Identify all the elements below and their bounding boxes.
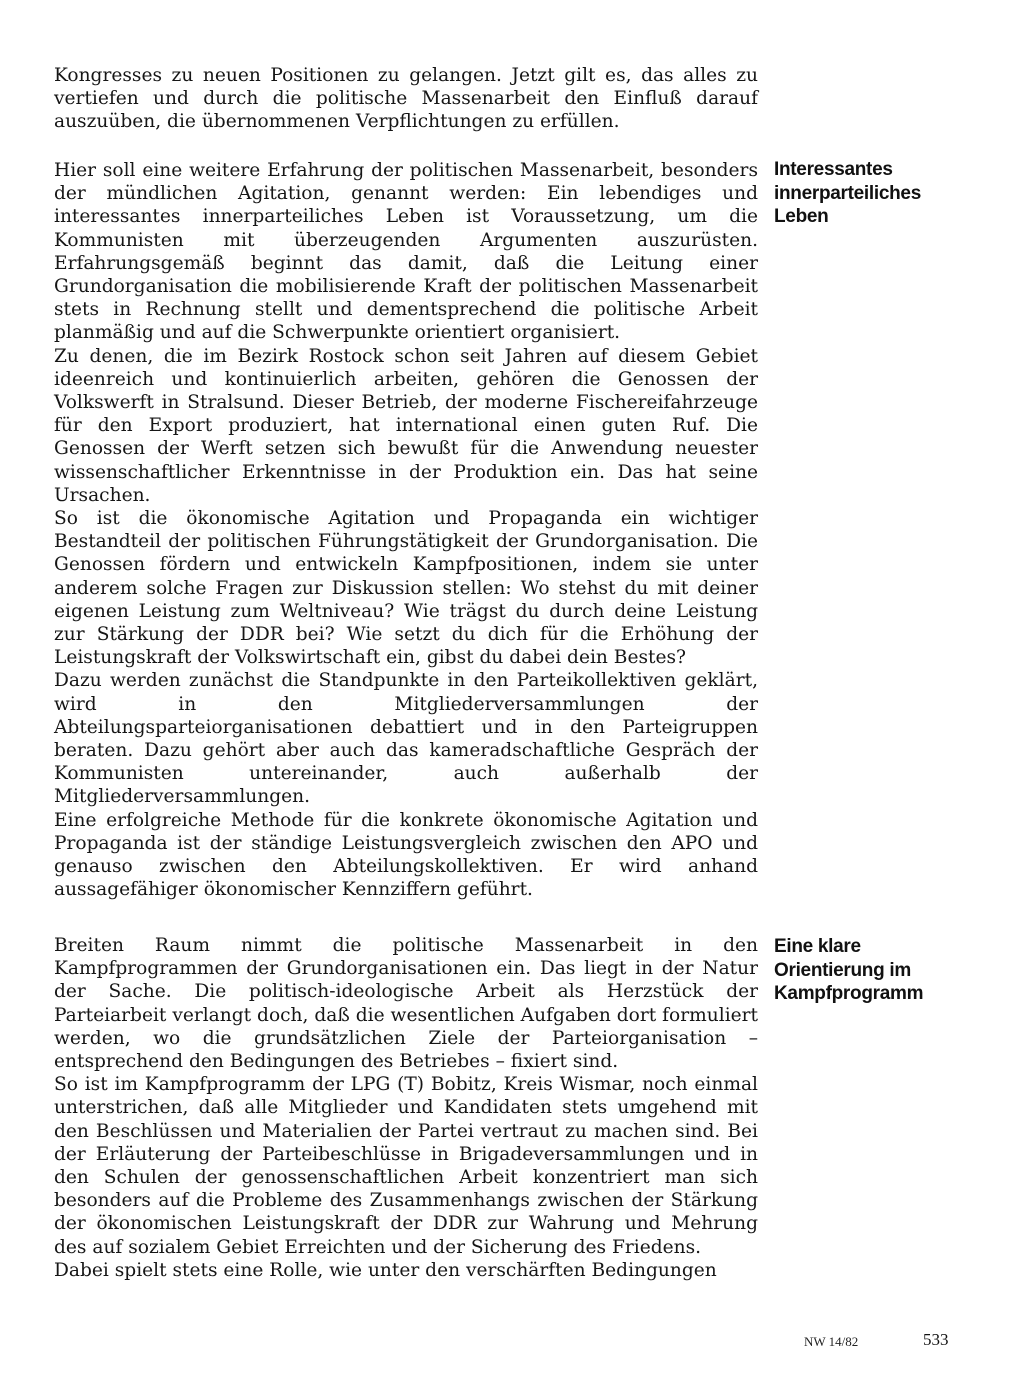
margin-heading-line: Leben <box>774 206 829 227</box>
margin-heading-kampfprogramm <box>774 935 974 1006</box>
paragraph: Eine erfolgreiche Methode für die konkrete ökonomische Agitation und Propaganda ist der ständige Leistungsvergleich zwischen den APO und genauso zwischen den Abteilungskollektiven. Er wird anhand aussagefähiger ökonomischer Kennziffern geführt. <box>54 809 758 901</box>
paragraph: Zu denen, die im Bezirk Rostock schon seit Jahren auf diesem Gebiet ideenreich und kontinuierlich arbeiten, gehören die Genossen der Volkswerft in Stralsund. Dieser Betrieb, der moderne Fischereifahrzeuge für den Export produziert, hat international einen guten Ruf. Die Genossen der Werft setzen sich bewußt für die Anwendung neuester wissenschaftlicher Erkenntnisse in der Produktion ein. Das hat seine Ursachen. <box>54 345 758 506</box>
margin-heading-line: innerparteiliches <box>774 182 921 204</box>
margin-heading-line: Eine klare <box>774 936 861 957</box>
paragraph: So ist im Kampfprogramm der LPG (T) Bobitz, Kreis Wismar, noch einmal unterstrichen, daß alle Mitglieder und Kandidaten stets umgehend mit den Beschlüssen und Materialien der Partei vertraut zu machen sind. Bei der Erläuterung der Parteibeschlüsse in Brigadeversammlungen und in den Schulen der genossenschaftlichen Arbeit konzentriert man sich besonders auf die Probleme des Zusammenhangs zwischen der Stärkung der ökonomischen Leistungskraft der DDR zur Wahrung und Mehrung des auf sozialem Gebiet Erreichten und der Sicherung des Friedens. <box>54 1074 758 1258</box>
text-block-innerparteiliches-leben <box>54 159 758 902</box>
page-number: 533 <box>923 1330 949 1349</box>
paragraph: So ist die ökonomische Agitation und Propaganda ein wichtiger Bestandteil der politischen Führungstätigkeit der Grundorganisation. Die Genossen fördern und entwickeln Kampfpositionen, indem sie unter anderem solche Fragen zur Diskussion stellen: Wo stehst du mit deiner eigenen Leistung zum Weltniveau? Wie trägst du durch deine Leistung zur Stärkung der DDR bei? Wie setzt du dich für die Erhöhung der Leistungskraft der Volkswirtschaft ein, gibst du dabei dein Bestes? <box>54 508 758 669</box>
margin-heading-line: Interessantes <box>774 159 893 180</box>
paragraph: Breiten Raum nimmt die politische Massenarbeit in den Kampfprogrammen der Grundorganisationen ein. Das liegt in der Natur der Sache. Die politisch-ideologische Arbeit als Herzstück der Parteiarbeit verlangt doch, daß die wesentlichen Aufgaben dort formuliert werden, wo die grundsätzlichen Ziele der Parteiorganisation – entsprechend den Bedingungen des Betriebes – fixiert sind. <box>54 935 758 1073</box>
paragraph: Dazu werden zunächst die Standpunkte in den Parteikollektiven geklärt, wird in den Mitgliederversammlungen der Abteilungsparteiorganisationen debattiert und in den Parteigruppen beraten. Dazu gehört aber auch das kameradschaftliche Gespräch der Kommunisten untereinander, auch außerhalb der Mitgliederversammlungen. <box>54 670 758 808</box>
issue-label: NW 14/82 <box>804 1334 859 1349</box>
paragraph: Dabei spielt stets eine Rolle, wie unter den verschärften Bedingungen <box>54 1259 717 1281</box>
paragraph: Kongresses zu neuen Positionen zu gelangen. Jetzt gilt es, das alles zu vertiefen und durch die politische Massenarbeit den Einfluß darauf auszuüben, die übernommenen Verpflichtungen zu erfüllen. <box>54 65 758 133</box>
text-block-kampfprogramm <box>54 934 758 1282</box>
text-block-intro <box>54 64 758 134</box>
margin-heading-line: Kampfprogramm <box>774 983 924 1004</box>
margin-heading-innerparteiliches-leben <box>774 158 974 229</box>
paragraph: Hier soll eine weitere Erfahrung der politischen Massenarbeit, besonders der mündlichen Agitation, genannt werden: Ein lebendiges und interessantes innerparteiliches Leben ist Voraussetzung, um die Kommunisten mit überzeugenden Argumenten auszurüsten. Erfahrungsgemäß beginnt das damit, daß die Leitung einer Grundorganisation die mobilisierende Kraft der politischen Massenarbeit stets in Rechnung stellt und dementsprechend die politische Arbeit planmäßig und auf die Schwerpunkte orientiert organisiert. <box>54 160 758 344</box>
margin-heading-line: Orientierung im <box>774 959 911 981</box>
